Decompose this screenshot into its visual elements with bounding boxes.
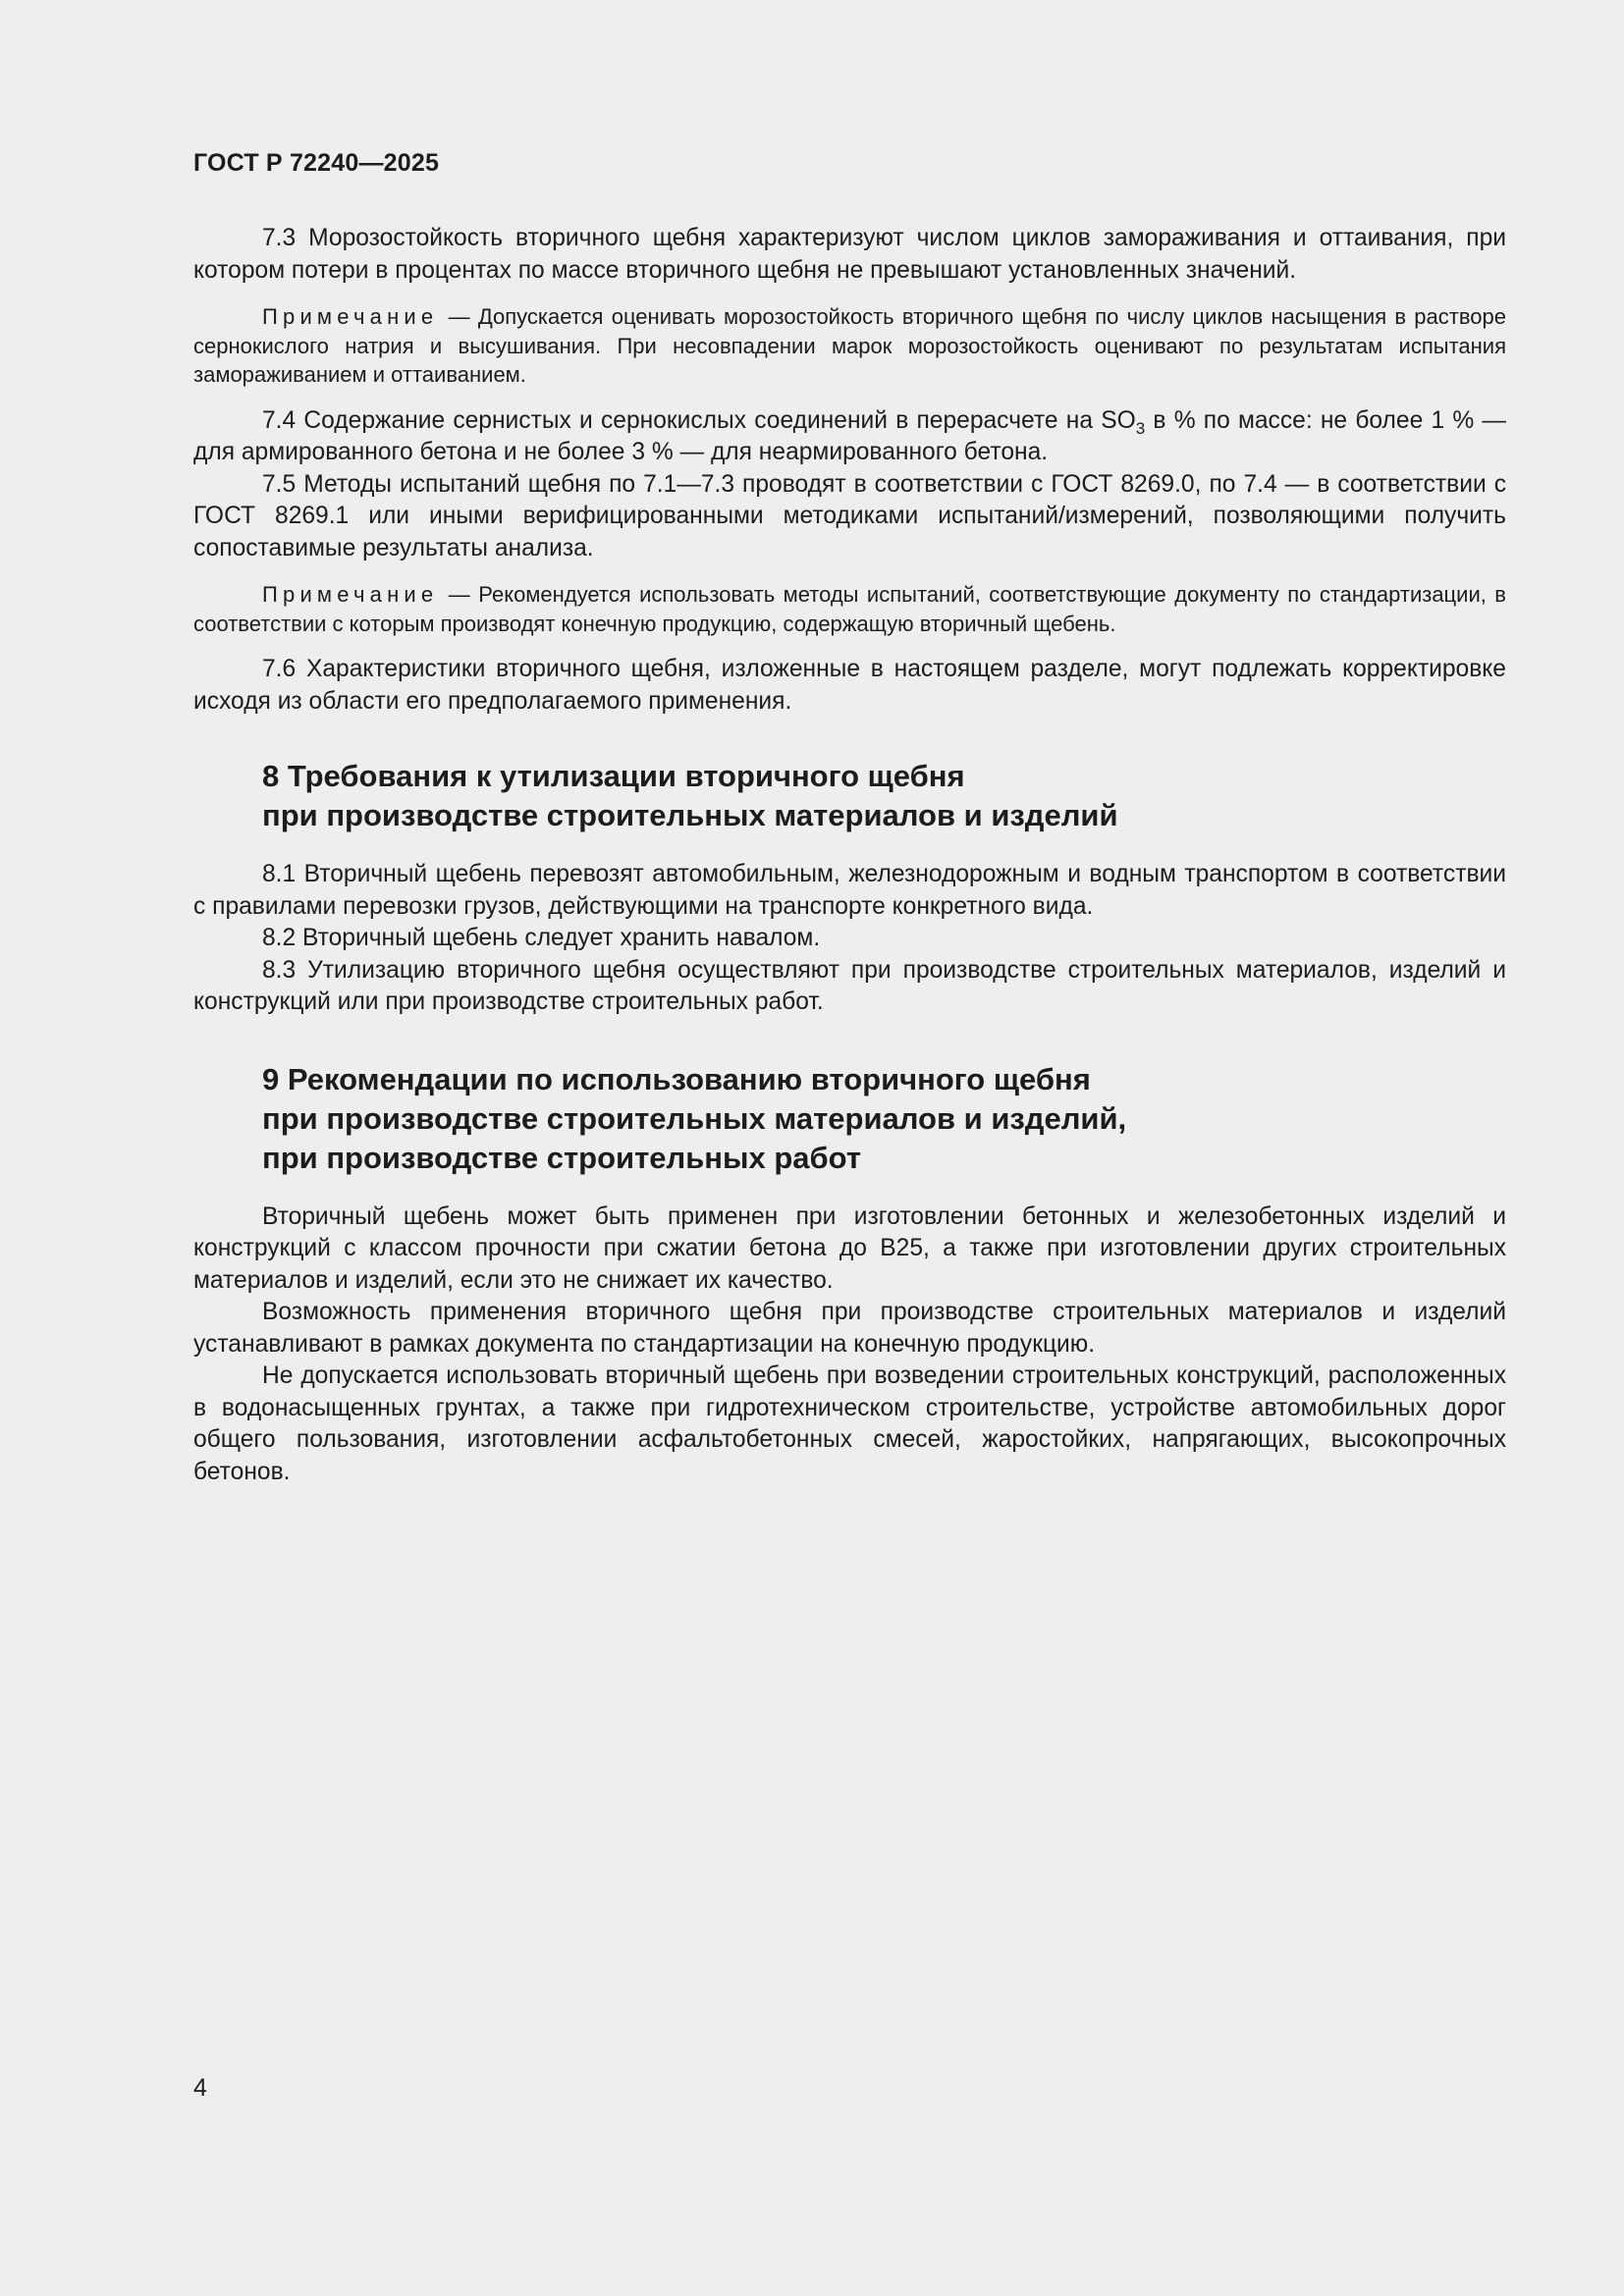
section-9-paragraph: Не допускается использовать вторичный щебень при возведении строительных конструкций, расположенных в водонасыщенных грунтах, а также при гидротехническом строительстве, устройстве автомобильных дорог общего пользования, изготовлении асфальтобетонных смесей, жаростойких, напрягающих, высокопрочных бетонов. (193, 1362, 1506, 1485)
section-8-title-line: при производстве строительных материалов и изделий (262, 798, 1118, 832)
clause-7-4-text-start: 7.4 Содержание сернистых и сернокислых соединений в перерасчете на SO (262, 406, 1136, 434)
clause-7-5: 7.5 Методы испытаний щебня по 7.1—7.3 проводят в соответствии с ГОСТ 8269.0, по 7.4 — в соответствии с ГОСТ 8269.1 или иными верифицированными методиками испытаний/измерений, позволяющими получить сопоставимые результаты анализа. (193, 470, 1506, 561)
clause-7-4 (193, 405, 1506, 469)
clause-7-6: 7.6 Характеристики вторичного щебня, изложенные в настоящем разделе, могут подлежать корректировке исходя из области его предполагаемого применения. (193, 656, 1506, 715)
section-9-paragraph: Возможность применения вторичного щебня при производстве строительных материалов и изделий устанавливают в рамках документа по стандартизации на конечную продукцию. (193, 1299, 1506, 1358)
clause-8-2: 8.2 Вторичный щебень следует хранить навалом. (262, 925, 821, 951)
clause-8-3: 8.3 Утилизацию вторичного щебня осуществляют при производстве строительных материалов, изделий и конструкций или при производстве строительных работ. (193, 956, 1506, 1015)
document-header: ГОСТ Р 72240—2025 (193, 149, 440, 177)
clause-7-3: 7.3 Морозостойкость вторичного щебня характеризуют числом циклов замораживания и оттаивания, при котором потери в процентах по массе вторичного щебня не превышают установленных значений. (193, 225, 1506, 284)
clause-7-4-text-end: в % по массе: не более 1 % — для армированного бетона и не более 3 % — для неармированного бетона. (193, 406, 1506, 465)
section-8-title-line: 8 Требования к утилизации вторичного щебня (262, 759, 965, 793)
clause-8-1: 8.1 Вторичный щебень перевозят автомобильным, железнодорожным и водным транспортом в соответствии с правилами перевозки грузов, действующими на транспорте конкретного вида. (193, 861, 1506, 920)
section-9-title-line: 9 Рекомендации по использованию вторичного щебня (262, 1061, 1091, 1096)
note-7-5 (193, 580, 1506, 638)
section-8-title (193, 757, 1506, 835)
page-number: 4 (193, 2074, 207, 2102)
note-text: — Рекомендуется использовать методы испытаний, соответствующие документу по стандартизации, в соответствии с которым производят конечную продукцию, содержащую вторичный щебень. (193, 582, 1506, 636)
note-7-3 (193, 302, 1506, 390)
section-9-title-line: при производстве строительных материалов и изделий, (262, 1100, 1127, 1136)
section-9-title (193, 1060, 1506, 1178)
note-text: — Допускается оценивать морозостойкость вторичного щебня по числу циклов насыщения в растворе сернокислого натрия и высушивания. При несовпадении марок морозостойкость оценивают по результатам испытания замораживанием и оттаиванием. (193, 304, 1506, 387)
subscript-3: 3 (1135, 418, 1146, 438)
section-9-title-line: при производстве строительных работ (262, 1140, 862, 1175)
note-label: Примечание (262, 582, 439, 607)
note-label: Примечание (262, 304, 439, 329)
section-9-paragraph: Вторичный щебень может быть применен при изготовлении бетонных и железобетонных изделий и конструкций с классом прочности при сжатии бетона до В25, а также при изготовлении других строительных материалов и изделий, если это не снижает их качество. (193, 1202, 1506, 1294)
document-body (193, 223, 1506, 1488)
